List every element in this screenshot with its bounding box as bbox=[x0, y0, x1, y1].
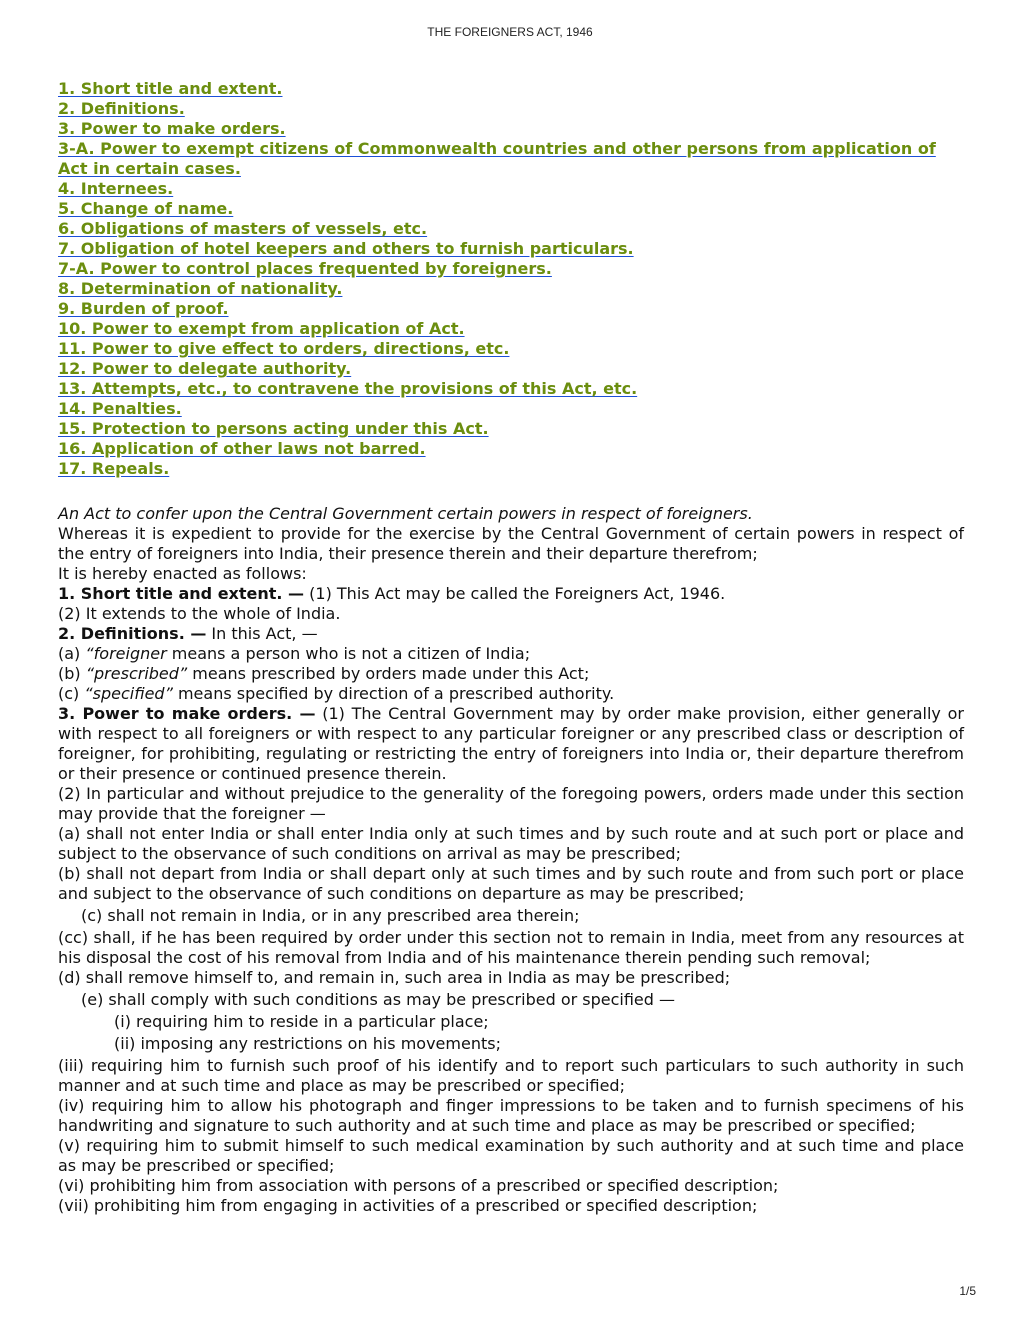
toc-link-1[interactable]: 1. Short title and extent. bbox=[58, 79, 283, 98]
toc-link-11[interactable]: 11. Power to give effect to orders, directions, etc. bbox=[58, 339, 510, 358]
clause-e: (e) shall comply with such conditions as may be prescribed or specified — bbox=[81, 990, 676, 1009]
toc-link-17[interactable]: 17. Repeals. bbox=[58, 459, 170, 478]
section-2-heading: 2. Definitions. — bbox=[58, 624, 207, 643]
clause-cc: (cc) shall, if he has been required by order under this section not to remain in India, meet from any resources at his disposal the cost of his removal from India and of his maintenance therein pending such removal; bbox=[58, 928, 964, 967]
subclause-iii: (iii) requiring him to furnish such proof of his identify and to report such particulars to such authority in such manner and at such time and place as may be prescribed or specified; bbox=[58, 1056, 964, 1095]
long-title: An Act to confer upon the Central Government certain powers in respect of foreigners. bbox=[58, 504, 753, 523]
toc-link-7a[interactable]: 7-A. Power to control places frequented by foreigners. bbox=[58, 259, 552, 278]
subclause-v: (v) requiring him to submit himself to such medical examination by such authority and at such time and place as may be prescribed or specified; bbox=[58, 1136, 964, 1175]
running-header: THE FOREIGNERS ACT, 1946 bbox=[427, 25, 593, 39]
enacting-clause: It is hereby enacted as follows: bbox=[58, 564, 307, 583]
definition-foreigner: (a) “foreigner means a person who is not a citizen of India; bbox=[58, 644, 531, 663]
clause-a: (a) shall not enter India or shall enter India only at such times and by such route and at such port or place and subject to the observance of such conditions on arrival as may be prescribed; bbox=[58, 824, 964, 863]
toc-link-3a[interactable]: 3-A. Power to exempt citizens of Commonwealth countries and other persons from application of Act in certain cases. bbox=[58, 139, 936, 178]
definition-specified: (c) “specified” means specified by direction of a prescribed authority. bbox=[58, 684, 615, 703]
page-number: 1/5 bbox=[959, 1284, 976, 1298]
toc-link-13[interactable]: 13. Attempts, etc., to contravene the provisions of this Act, etc. bbox=[58, 379, 638, 398]
table-of-contents bbox=[58, 79, 964, 479]
toc-link-12[interactable]: 12. Power to delegate authority. bbox=[58, 359, 352, 378]
toc-link-10[interactable]: 10. Power to exempt from application of Act. bbox=[58, 319, 465, 338]
section-3-subsection-1: 3. Power to make orders. — (1) The Central Government may by order make provision, either generally or with respect to all foreigners or with respect to any particular foreigner or any prescribed class or description of foreigner, for prohibiting, regulating or restricting the entry of foreigners into India or, their departure therefrom or their presence or continued presence therein. bbox=[58, 704, 965, 783]
toc-link-4[interactable]: 4. Internees. bbox=[58, 179, 174, 198]
section-1-subsection-2: (2) It extends to the whole of India. bbox=[58, 604, 341, 623]
toc-link-15[interactable]: 15. Protection to persons acting under this Act. bbox=[58, 419, 489, 438]
toc-link-16[interactable]: 16. Application of other laws not barred. bbox=[58, 439, 426, 458]
preamble: Whereas it is expedient to provide for the exercise by the Central Government of certain powers in respect of the entry of foreigners into India, their presence therein and their departure therefrom; bbox=[58, 524, 964, 563]
toc-link-5[interactable]: 5. Change of name. bbox=[58, 199, 234, 218]
definition-prescribed: (b) “prescribed” means prescribed by orders made under this Act; bbox=[58, 664, 590, 683]
subclause-ii: (ii) imposing any restrictions on his movements; bbox=[114, 1034, 501, 1053]
toc-link-6[interactable]: 6. Obligations of masters of vessels, etc. bbox=[58, 219, 428, 238]
toc-link-14[interactable]: 14. Penalties. bbox=[58, 399, 182, 418]
toc-link-3[interactable]: 3. Power to make orders. bbox=[58, 119, 286, 138]
section-1-subsection-1: 1. Short title and extent. — (1) This Act may be called the Foreigners Act, 1946. bbox=[58, 584, 726, 603]
subclause-vi: (vi) prohibiting him from association with persons of a prescribed or specified description; bbox=[58, 1176, 779, 1195]
section-1-heading: 1. Short title and extent. — bbox=[58, 584, 305, 603]
clause-d: (d) shall remove himself to, and remain in, such area in India as may be prescribed; bbox=[58, 968, 731, 987]
subclause-i: (i) requiring him to reside in a particular place; bbox=[114, 1012, 489, 1031]
toc-link-8[interactable]: 8. Determination of nationality. bbox=[58, 279, 343, 298]
toc-link-7[interactable]: 7. Obligation of hotel keepers and others to furnish particulars. bbox=[58, 239, 634, 258]
section-3-heading: 3. Power to make orders. — bbox=[58, 704, 316, 723]
act-body bbox=[58, 504, 964, 1216]
section-2-intro: 2. Definitions. — In this Act, — bbox=[58, 624, 318, 643]
clause-b: (b) shall not depart from India or shall depart only at such times and by such route and from such port or place and subject to the observance of such conditions on departure as may be prescribed; bbox=[58, 864, 964, 903]
subclause-iv: (iv) requiring him to allow his photograph and finger impressions to be taken and to furnish specimens of his handwriting and signature to such authority and at such time and place as may be prescribed or specified; bbox=[58, 1096, 964, 1135]
subclause-vii: (vii) prohibiting him from engaging in activities of a prescribed or specified description; bbox=[58, 1196, 758, 1215]
clause-c: (c) shall not remain in India, or in any prescribed area therein; bbox=[81, 906, 580, 925]
section-3-subsection-2: (2) In particular and without prejudice to the generality of the foregoing powers, orders made under this section may provide that the foreigner — bbox=[58, 784, 964, 823]
toc-link-2[interactable]: 2. Definitions. bbox=[58, 99, 185, 118]
toc-link-9[interactable]: 9. Burden of proof. bbox=[58, 299, 229, 318]
